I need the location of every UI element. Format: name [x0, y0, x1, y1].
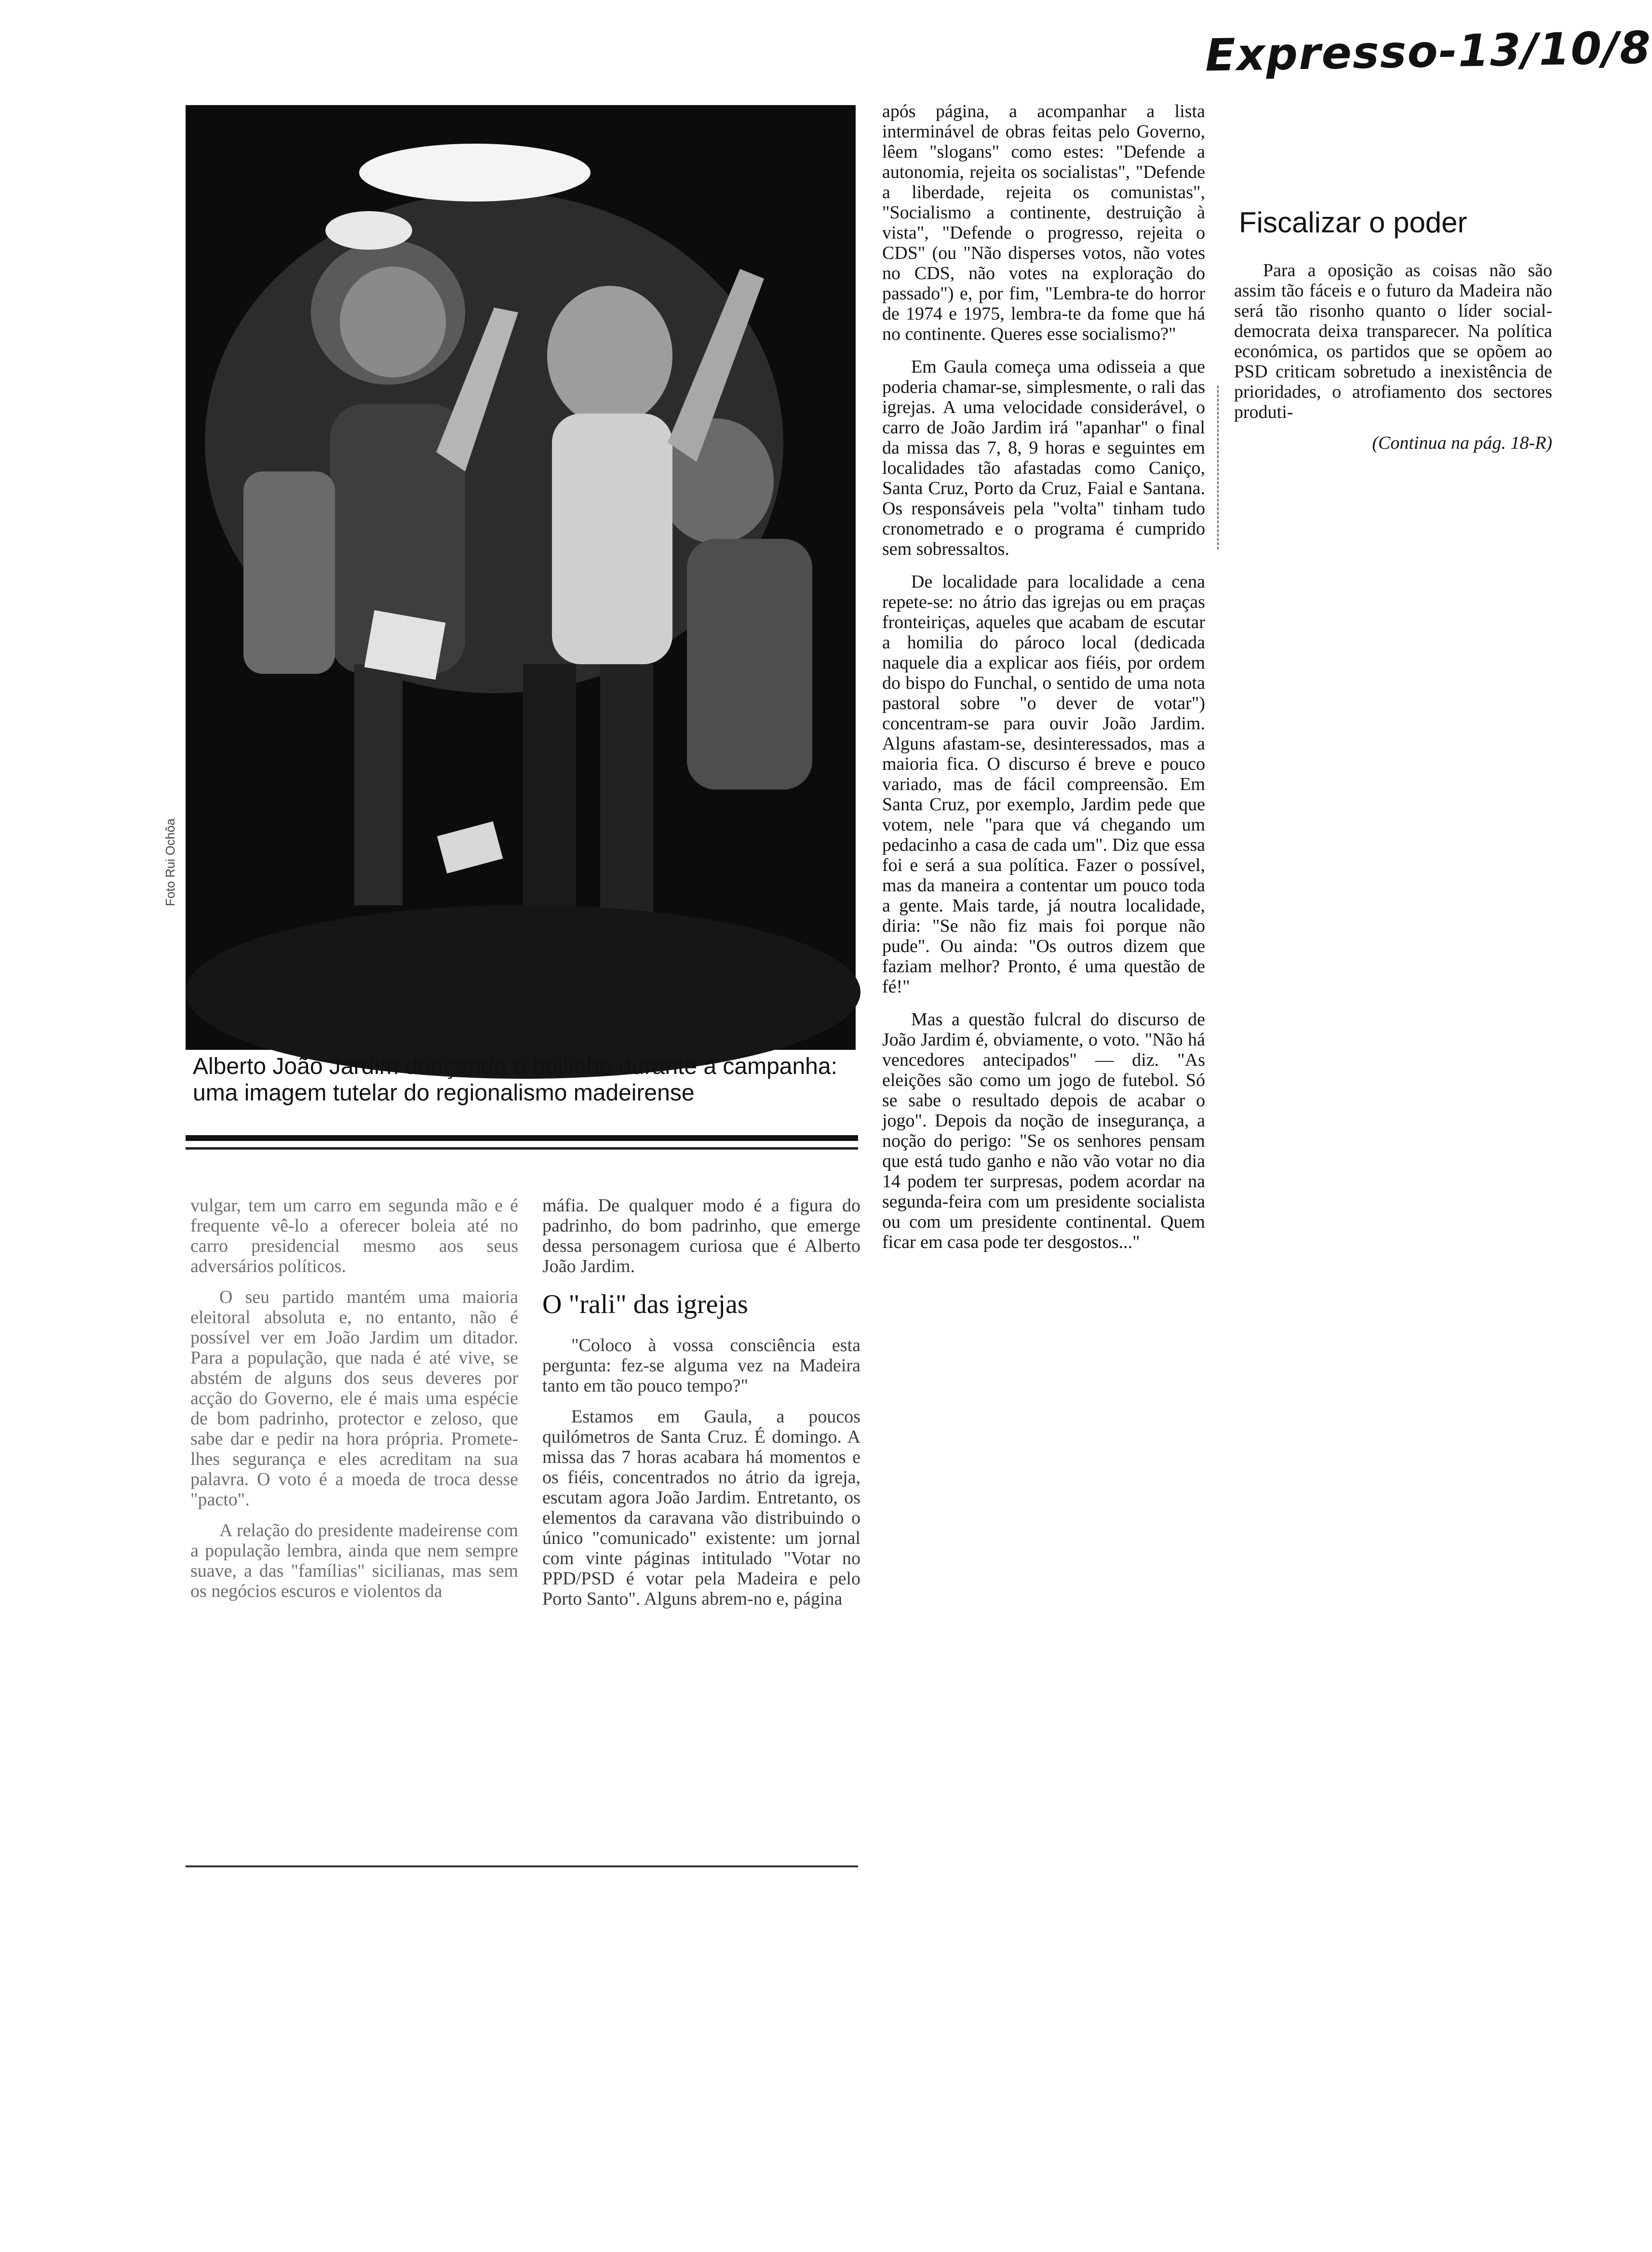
photo-credit: Foto Rui Ochôa	[163, 818, 177, 906]
sidebar-column	[1234, 260, 1552, 453]
paragraph: Mas a questão fulcral do discurso de João Jardim é, obviamente, o voto. "Não há vencedores antecipados" — diz. "As eleições são como um jogo de futebol. Só se sabe o resultado depois de acabar o jogo". Depois da noção de insegurança, a noção do perigo: "Se os senhores pensam que está tudo ganho e não vão votar no dia 14 podem ter surpresas, podem acordar na segunda-feira com um presidente socialista ou com um presidente continental. Quem ficar em casa pode ter desgostos..."	[882, 1009, 1205, 1252]
sidebar-divider	[1217, 386, 1220, 550]
paragraph: após página, a acompanhar a lista interminável de obras feitas pelo Governo, lêem "slogans" como estes: "Defende a autonomia, rejeita os socialistas", "Defende a liberdade, rejeita os comunistas", "Socialismo a continente, destruição à vista", "Defende o progresso, rejeita o CDS" (ou "Não disperses votos, não votes no CDS, não votes na exploração do passado") e, por fim, "Lembra-te do horror de 1974 e 1975, lembra-te da fome que há no continente. Queres esse socialismo?"	[882, 101, 1205, 344]
campaign-photo	[186, 105, 856, 1050]
continuation-note: (Continua na pág. 18-R)	[1372, 433, 1552, 453]
paragraph: vulgar, tem um carro em segunda mão e é frequente vê-lo a oferecer boleia até no carro presidencial mesmo aos seus adversários políticos.	[190, 1195, 518, 1276]
paragraph: Em Gaula começa uma odisseia a que poderia chamar-se, simplesmente, o rali das igrejas. A uma velocidade considerável, o carro de João Jardim irá "apanhar" o final da missa das 7, 8, 9 horas e seguintes em localidades tão afastadas como Caniço, Santa Cruz, Porto da Cruz, Faial e Santana. Os responsáveis pela "volta" tinham tudo cronometrado e o programa é cumprido sem sobressaltos.	[882, 357, 1205, 559]
paragraph: máfia. De qualquer modo é a figura do padrinho, do bom padrinho, que emerge dessa personagem curiosa que é Alberto João Jardim.	[542, 1195, 860, 1276]
quote-paragraph: "Coloco à vossa consciência esta pergunta: fez-se alguma vez na Madeira tanto em tão pouco tempo?"	[542, 1335, 860, 1396]
section-heading-rali: O "rali" das igrejas	[542, 1289, 748, 1319]
photo-caption: Alberto João Jardim dançando o bailinho durante a campanha: uma imagem tutelar do regionalismo madeirense	[193, 1054, 837, 1106]
caption-rule-thick	[186, 1135, 858, 1141]
paragraph: A relação do presidente madeirense com a população lembra, ainda que nem sempre suave, a das "famílias" sicilianas, mas sem os negócios escuros e violentos da	[190, 1520, 518, 1601]
paragraph: Estamos em Gaula, a poucos quilómetros de Santa Cruz. É domingo. A missa das 7 horas acabara há momentos e os fiéis, concentrados no átrio da igreja, escutam agora João Jardim. Entretanto, os elementos da caravana vão distribuindo o único "comunicado" existente: um jornal com vinte páginas intitulado "Votar no PPD/PSD é votar pela Madeira e pelo Porto Santo". Alguns abrem-no e, página	[542, 1407, 860, 1609]
caption-rule-thin	[186, 1147, 858, 1150]
paragraph: O seu partido mantém uma maioria eleitoral absoluta e, no entanto, não é possível ver em João Jardim um ditador. Para a população, que nada é até vive, se abstém de alguns dos seus deveres por acção do Governo, ele é mais uma espécie de bom padrinho, protector e zeloso, que sabe dar e pedir na hora própria. Promete-lhes segurança e eles acreditam na sua palavra. O voto é a moeda de troca desse "pacto".	[190, 1287, 518, 1510]
article-column-2	[542, 1195, 860, 1620]
paragraph: De localidade para localidade a cena repete-se: no átrio das igrejas ou em praças fronteiriças, aqueles que acabam de escutar a homilia do pároco local (dedicada naquele dia a explicar aos fiéis, por ordem do bispo do Funchal, o sentido de uma nota pastoral sobre "o dever de votar") concentram-se para ouvir João Jardim. Alguns afastam-se, desinteressados, mas a maioria fica. O discurso é breve e pouco variado, mas de fácil compreensão. Em Santa Cruz, por exemplo, Jardim pede que votem, nele "para que vá chegando um pedacinho a casa de cada um". Diz que essa foi e será a sua política. Fazer o possível, mas da maneira a contentar um pouco toda a gente. Mais tarde, já noutra localidade, diria: "Se não fiz mais foi porque não pude". Ou ainda: "Os outros dizem que faziam melhor? Pronto, é uma questão de fé!"	[882, 572, 1205, 997]
section-heading-fiscalizar: Fiscalizar o poder	[1239, 206, 1467, 239]
bottom-rule	[186, 1865, 858, 1867]
paragraph: Para a oposição as coisas não são assim tão fáceis e o futuro da Madeira não será tão risonho quanto o líder social-democrata deixa transparecer. Na política económica, os partidos que se opõem ao PSD criticam sobretudo a inexistência de prioridades, o atrofiamento dos sectores produti-	[1234, 260, 1552, 422]
photo-illustration	[186, 105, 856, 1050]
handwritten-date-note: Expresso-13/10/8	[1205, 22, 1652, 81]
article-column-1	[190, 1195, 518, 1612]
article-column-3	[882, 101, 1205, 1265]
